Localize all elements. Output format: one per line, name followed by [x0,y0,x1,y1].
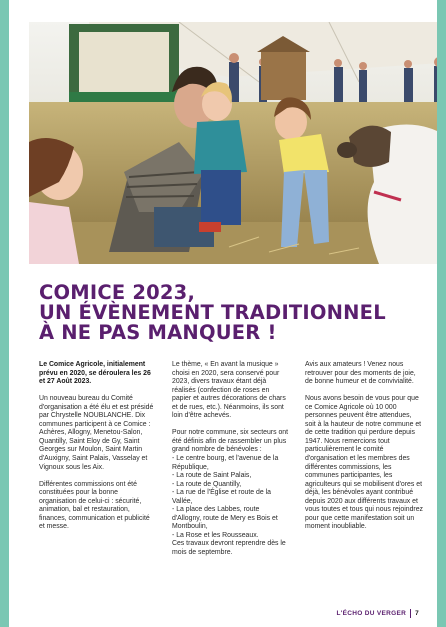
paragraph: Le thème, « En avant la musique » choisi en 2020, sera conservé pour 2023, divers travaux étant déjà réalisés (confection de roses en papier et autres décorations de chars et de rues, etc.). Néanmoins, ils sont loin d'être achevés. [172,361,286,420]
paragraph: Avis aux amateurs ! Venez nous retrouver pour des moments de joie, de bonne humeur et de convivialité. [305,361,416,386]
page-number: 7 [415,610,419,617]
paragraph: Ces travaux devront reprendre dès le mois de septembre. [172,540,286,556]
paragraph: Pour notre commune, six secteurs ont été définis afin de rassembler un plus grand nombre de bénévoles : [172,429,289,454]
page-footer [337,609,419,618]
column-3 [305,361,423,566]
column-2 [172,361,290,566]
paragraph: Nous avons besoin de vous pour que ce Comice Agricole où 10 000 personnes peuvent être attendues, soit à la hauteur de notre commune et de cette tradition qui perdure depuis 1947. Nous remercions tout particulièrement le comité d'organisation et les membres des différentes commissions, les communes participantes, les agriculteurs qui se mobilisent d'ores et déjà, les bénévoles ayant contribué depuis 2020 aux différents travaux et vous toutes et tous qui nous rejoindrez pour que cette manifestation soit un moment inoubliable. [305,395,423,531]
footer-divider [410,609,411,618]
publication-name: L'ÉCHO DU VERGER [336,610,407,617]
paragraph: Différentes commissions ont été constituées pour la bonne organisation de celui-ci : sécurité, animation, bal et restauration, finances, communication et publicité et messe. [39,480,150,531]
event-photo [29,22,437,264]
lead-paragraph: Le Comice Agricole, initialement prévu en 2020, se déroulera les 26 et 27 Août 2023. [39,361,151,386]
list-item: - La Rose et les Rousseaux. [172,531,259,539]
list-item: - Le centre bourg, et l'avenue de la République, [172,454,279,471]
column-1 [39,361,157,566]
title-line-3: À NE PAS MANQUER ! [39,321,277,344]
list-item: - La route de Saint Palais, [172,472,252,480]
list-item: - La rue de l'Église et route de la Vallée, [172,489,271,505]
article-title [39,283,419,343]
list-item: - La place des Labbes, route d'Allogny, route de Mery es Bois et Montboulin, [172,506,278,531]
title-line-2: UN ÉVÈNEMENT TRADITIONNEL [39,301,386,324]
paragraph: Un nouveau bureau du Comité d'organisation a été élu et est présidé par Chrystelle NOUBLANCHE. Dix communes participent à ce Comice : Achères, Allogny, Menetou-Salon, Quantilly, Saint Eloy de Gy, Saint Georges sur Moulon, Saint Martin d'Auxigny, Saint Palais, Vasselay et Vignoux sous les Aix. [39,395,154,471]
list-item: - La route de Quantilly, [172,480,242,488]
sector-list [172,429,290,557]
article-body [39,361,423,566]
title-line-1: COMICE 2023, [39,281,196,304]
page [9,0,437,627]
family-with-goat-illustration [29,22,437,264]
